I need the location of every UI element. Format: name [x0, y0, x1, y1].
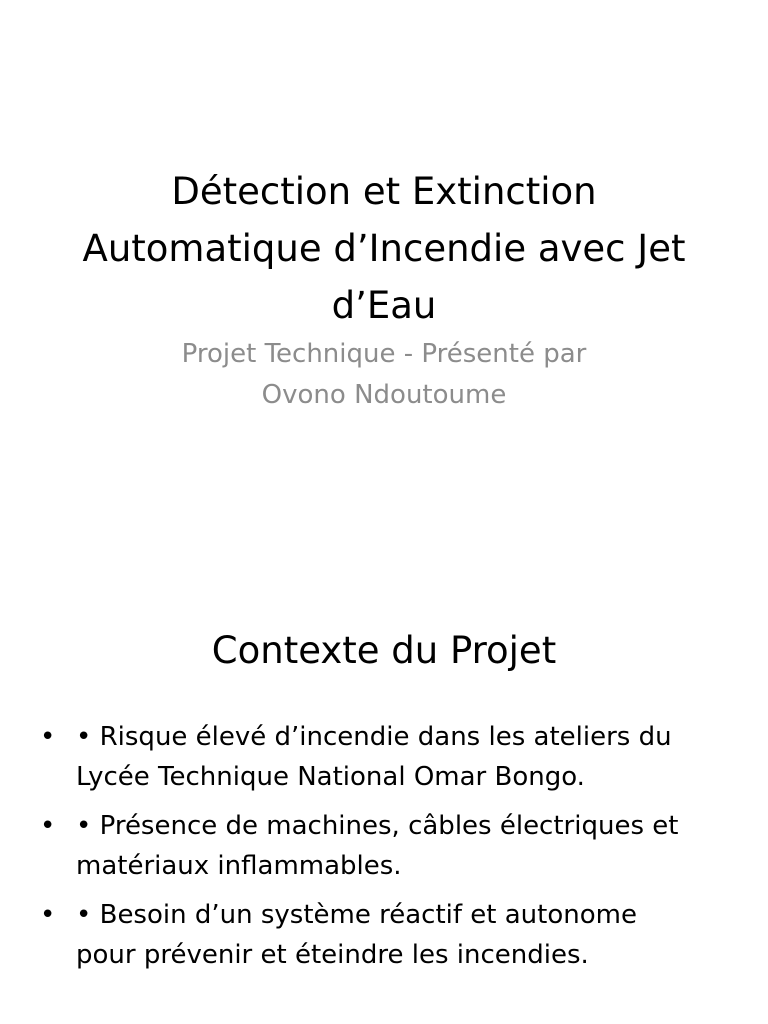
presentation-title — [40, 163, 728, 334]
bullet-list — [40, 717, 730, 984]
bullet-text-line: • Présence de machines, câbles électriques et — [76, 811, 679, 841]
bullet-marker: • — [40, 811, 56, 841]
bullet-text-line: • Risque élevé d’incendie dans les ateliers du — [76, 722, 672, 752]
context-slide — [0, 512, 768, 1024]
list-item — [40, 895, 730, 975]
bullet-marker: • — [40, 900, 56, 930]
title-line: Automatique d’Incendie avec Jet — [82, 227, 686, 270]
list-item — [40, 806, 730, 886]
bullet-text-line: • Besoin d’un système réactif et autonome — [76, 900, 637, 930]
bullet-marker: • — [40, 722, 56, 752]
subtitle-line: Ovono Ndoutoume — [261, 380, 507, 410]
bullet-text-line: matériaux inflammables. — [76, 851, 402, 881]
presentation-subtitle — [60, 334, 708, 416]
bullet-text-line: pour prévenir et éteindre les incendies. — [76, 940, 589, 970]
subtitle-line: Projet Technique - Présenté par — [181, 339, 587, 369]
bullet-text-line: Lycée Technique National Omar Bongo. — [76, 762, 585, 792]
title-line: Détection et Extinction — [171, 170, 597, 213]
title-line: d’Eau — [331, 284, 437, 327]
slide-title: Contexte du Projet — [211, 629, 557, 672]
list-item — [40, 717, 730, 797]
